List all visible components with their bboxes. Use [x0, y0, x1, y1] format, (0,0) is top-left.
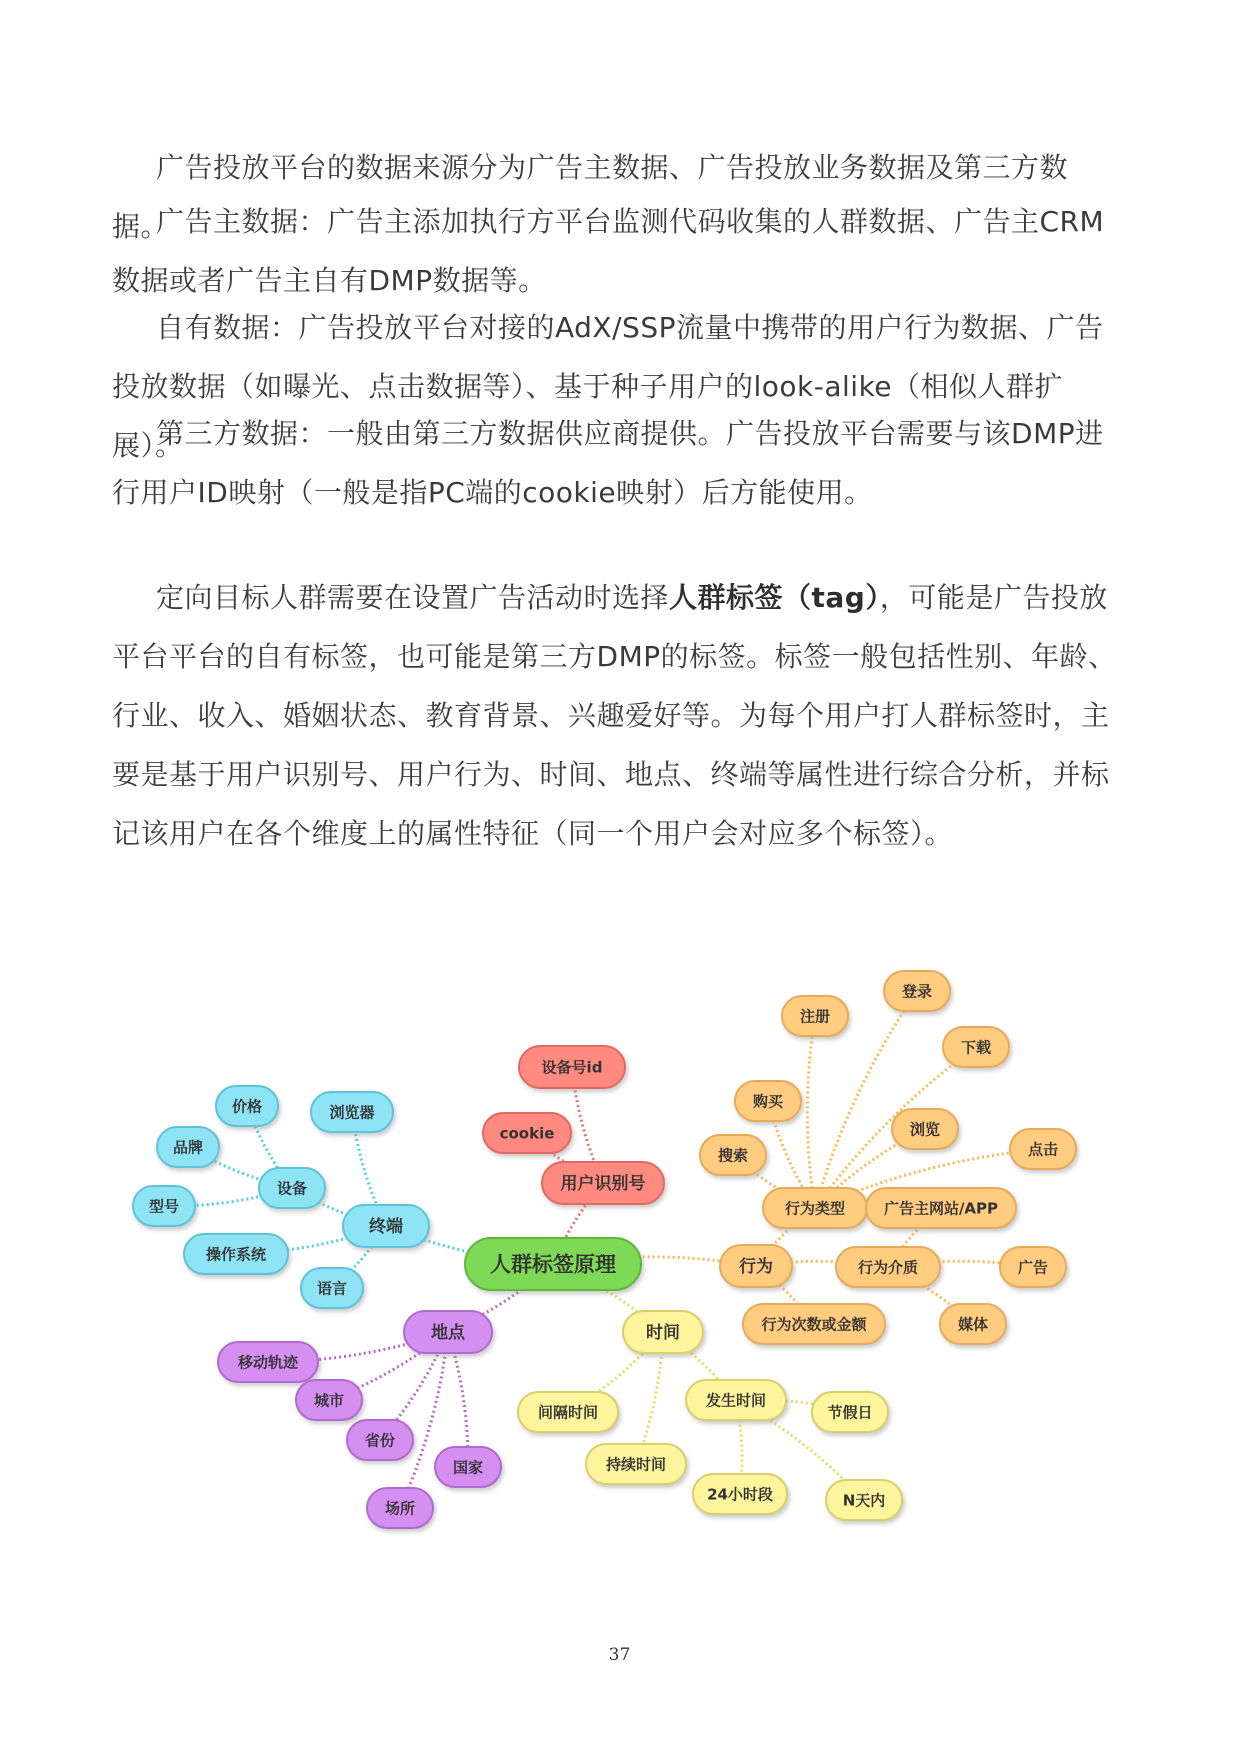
node-province-label: 省份	[364, 1431, 396, 1450]
connector-behavior-type-to-register	[807, 1016, 815, 1208]
node-price-label: 价格	[231, 1097, 263, 1116]
node-location	[404, 1311, 492, 1353]
node-country-label: 国家	[452, 1458, 484, 1477]
node-hours24-label: 24小时段	[707, 1485, 773, 1504]
node-browser	[311, 1092, 393, 1132]
targeting-text-post: ，可能是广告投放平台平台的自有标签，也可能是第三方DMP的标签。标签一般包括性别、年龄、行业、收入、婚姻状态、教育背景、兴趣爱好等。为每个用户打人群标签时，主要是基于用户识别号、用户行为、时间、地点、终端等属性进行综合分析，并标记该用户在各个维度上的属性特征（同一个用户会对应多个标签）。	[112, 581, 1117, 850]
node-hours24	[693, 1474, 787, 1514]
node-country	[435, 1447, 501, 1487]
node-behavior-count-label: 行为次数或金额	[761, 1315, 867, 1334]
node-brand	[157, 1127, 219, 1167]
node-behavior-label: 行为	[739, 1257, 773, 1278]
node-cookie	[483, 1113, 571, 1153]
node-n-days	[826, 1480, 902, 1520]
node-device-label: 设备	[276, 1179, 308, 1198]
node-behavior-medium	[836, 1247, 940, 1287]
node-terminal	[343, 1205, 429, 1247]
paragraph-advertiser-data: 广告主数据：广告主添加执行方平台监测代码收集的人群数据、广告主CRM数据或者广告主自有DMP数据等。	[112, 205, 1105, 297]
node-behavior-count	[743, 1304, 885, 1344]
node-time-label: 时间	[646, 1323, 680, 1344]
node-register	[782, 996, 848, 1036]
node-user-id	[542, 1162, 664, 1204]
node-interval	[518, 1392, 618, 1432]
node-user-id-label: 用户识别号	[560, 1174, 646, 1195]
node-purchase	[735, 1081, 801, 1121]
targeting-text-pre: 定向目标人群需要在设置广告活动时选择	[156, 581, 670, 614]
node-behavior-type	[763, 1188, 867, 1228]
node-media-label: 媒体	[957, 1315, 989, 1334]
node-time	[623, 1311, 703, 1353]
paragraph-own-data: 自有数据：广告投放平台对接的AdX/SSP流量中携带的用户行为数据、广告投放数据（如曝光、点击数据等）、基于种子用户的look-alike（相似人群扩展）。	[112, 311, 1104, 462]
node-os	[184, 1234, 288, 1274]
mindmap-nodes	[133, 971, 1076, 1528]
targeting-text-bold: 人群标签（tag）	[669, 581, 880, 614]
node-cookie-label: cookie	[499, 1124, 555, 1143]
node-behavior-type-label: 行为类型	[784, 1199, 846, 1218]
node-city	[296, 1380, 362, 1420]
node-download-label: 下载	[960, 1038, 992, 1057]
node-behavior-medium-label: 行为介质	[857, 1258, 919, 1277]
node-model	[133, 1186, 195, 1226]
node-login-label: 登录	[901, 982, 933, 1001]
node-advertiser-site-label: 广告主网站/APP	[883, 1199, 999, 1218]
node-ad-label: 广告	[1017, 1258, 1049, 1277]
node-occurrence	[686, 1380, 786, 1420]
node-duration-label: 持续时间	[605, 1455, 667, 1474]
node-center-label: 人群标签原理	[490, 1252, 616, 1277]
node-city-label: 城市	[313, 1391, 345, 1410]
page-number: 37	[608, 1645, 631, 1665]
node-interval-label: 间隔时间	[537, 1403, 599, 1422]
node-browse-label: 浏览	[909, 1120, 941, 1139]
node-behavior	[720, 1245, 792, 1287]
node-os-label: 操作系统	[205, 1245, 267, 1264]
node-holiday-label: 节假日	[827, 1403, 873, 1422]
node-download	[943, 1027, 1009, 1067]
node-trajectory	[218, 1342, 318, 1382]
node-center	[465, 1238, 641, 1290]
node-language-label: 语言	[316, 1279, 348, 1298]
node-device-id	[519, 1046, 625, 1088]
node-venue	[367, 1488, 433, 1528]
node-language	[301, 1268, 363, 1308]
node-register-label: 注册	[799, 1007, 831, 1026]
node-brand-label: 品牌	[172, 1138, 204, 1157]
node-venue-label: 场所	[384, 1499, 416, 1518]
node-advertiser-site	[866, 1188, 1016, 1228]
node-terminal-label: 终端	[369, 1217, 403, 1238]
node-browser-label: 浏览器	[329, 1103, 375, 1122]
node-trajectory-label: 移动轨迹	[237, 1353, 299, 1372]
node-province	[347, 1420, 413, 1460]
node-search	[700, 1135, 766, 1175]
node-purchase-label: 购买	[752, 1092, 784, 1111]
node-duration	[586, 1444, 686, 1484]
node-ad	[1000, 1247, 1066, 1287]
node-occurrence-label: 发生时间	[705, 1391, 767, 1410]
node-login	[884, 971, 950, 1011]
node-device	[259, 1168, 325, 1208]
node-search-label: 搜索	[717, 1146, 749, 1165]
node-click	[1010, 1129, 1076, 1169]
node-n-days-label: N天内	[842, 1491, 886, 1510]
paragraph-third-party-data: 第三方数据：一般由第三方数据供应商提供。广告投放平台需要与该DMP进行用户ID映射（一般是指PC端的cookie映射）后方能使用。	[112, 417, 1104, 509]
node-click-label: 点击	[1027, 1140, 1059, 1159]
node-price	[216, 1086, 278, 1126]
paragraph-data-sources: 广告投放平台的数据来源分为广告主数据、广告投放业务数据及第三方数据。	[112, 151, 1069, 243]
node-device-id-label: 设备号id	[541, 1058, 603, 1077]
node-model-label: 型号	[148, 1197, 180, 1216]
node-location-label: 地点	[431, 1323, 465, 1344]
node-browse	[892, 1109, 958, 1149]
node-holiday	[812, 1392, 888, 1432]
node-media	[940, 1304, 1006, 1344]
